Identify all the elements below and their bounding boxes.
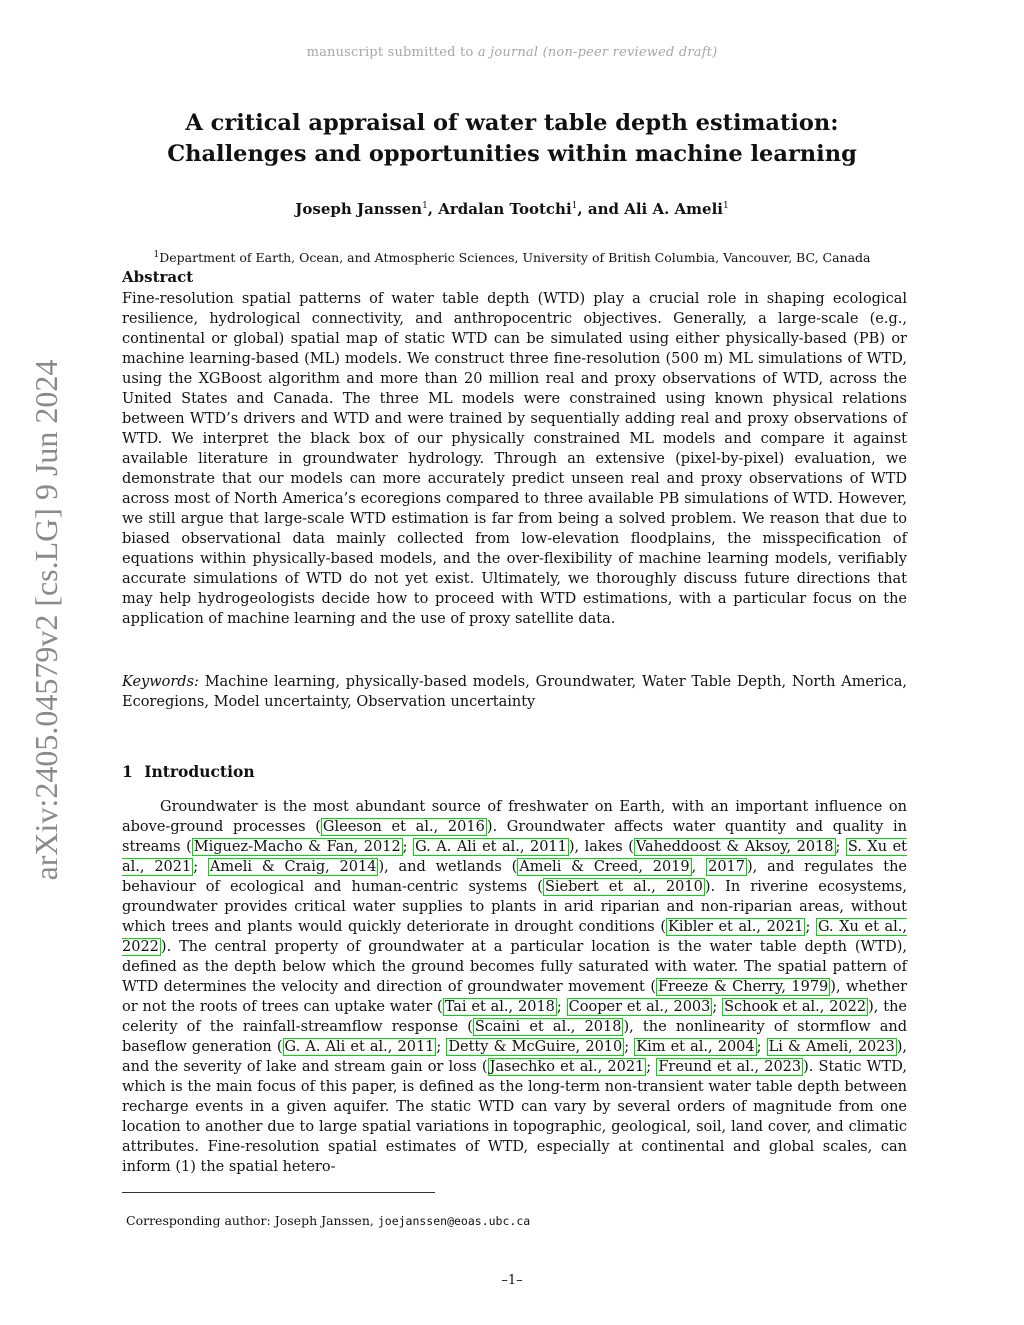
header-prefix: manuscript submitted to xyxy=(306,45,478,60)
author-list xyxy=(112,200,912,218)
intro-text-run: ; xyxy=(835,839,846,855)
corresponding-author-footnote xyxy=(126,1213,530,1228)
citation-link[interactable]: Kibler et al., 2021 xyxy=(667,919,804,935)
citation-link[interactable]: Scaini et al., 2018 xyxy=(474,1019,622,1035)
header-journal: a journal (non-peer reviewed draft) xyxy=(477,45,718,60)
intro-text-run: ), the celerity of the rainfall-streamflow response ( xyxy=(122,999,908,1035)
intro-text-run: ; xyxy=(556,999,567,1015)
citation-link[interactable]: Ameli & Craig, 2014 xyxy=(209,859,377,875)
citation-link[interactable]: Jasechko et al., 2021 xyxy=(489,1059,645,1075)
intro-text-run: ), whether or not the roots of trees can uptake water ( xyxy=(122,979,908,1015)
citation-link[interactable]: Kim et al., 2004 xyxy=(636,1039,755,1055)
arxiv-identifier: arXiv:2405.04579v2 [cs.LG] 9 Jun 2024 xyxy=(28,359,64,881)
citation-link[interactable]: Vaheddoost & Aksoy, 2018 xyxy=(635,839,834,855)
author-separator: , xyxy=(427,200,439,218)
keywords-label: Keywords: xyxy=(122,674,199,690)
citation-link[interactable]: 2017 xyxy=(708,859,746,875)
intro-text-run: ), the nonlinearity of stormflow and baseflow generation ( xyxy=(122,1019,907,1055)
abstract-text: Fine-resolution spatial patterns of water table depth (WTD) play a crucial role in shaping ecological resilience, hydrological connectivity, and anthropocentric objectives. Generally, a large-scale (e.g., continental or global) spatial map of static WTD can be simulated using either physically-based (PB) or machine learning-based (ML) models. We construct three fine-resolution (500 m) ML simulations of WTD, using the XGBoost algorithm and more than 20 million real and proxy observations of WTD, across the United States and Canada. The three ML models were constrained using known physical relations between WTD’s drivers and WTD and were trained by sequentially adding real and proxy observations of WTD. We interpret the black box of our physically constrained ML models and compare it against available literature in groundwater hydrology. Through an extensive (pixel-by-pixel) evaluation, we demonstrate that our models can more accurately predict unseen real and proxy observations of WTD across most of North America’s ecoregions compared to three available PB simulations of WTD. However, we still argue that large-scale WTD estimation is far from being a solved problem. We reason that due to biased observational data mainly collected from low-elevation floodplains, the misspecification of equations within physically-based models, and the over-flexibility of machine learning models, verifiably accurate simulations of WTD do not yet exist. Ultimately, we thoroughly discuss future directions that may help hydrogeologists decide how to proceed with WTD estimations, with a particular focus on the application of machine learning and the use of proxy satellite data. xyxy=(122,291,907,627)
citation-link[interactable]: Siebert et al., 2010 xyxy=(544,879,703,895)
intro-text-run: ; xyxy=(624,1039,635,1055)
intro-text-run: ), and regulates the behaviour of ecological and human-centric systems ( xyxy=(122,859,908,895)
citation-link[interactable]: Freund et al., 2023 xyxy=(658,1059,802,1075)
intro-text-run: ), lakes ( xyxy=(568,839,634,855)
intro-text-run: ; xyxy=(402,839,414,855)
citation-link[interactable]: Ameli & Creed, 2019 xyxy=(519,859,690,875)
intro-text-run: ; xyxy=(805,919,816,935)
affiliation-text: Department of Earth, Ocean, and Atmospheric Sciences, University of British Columbia, Vancouver, BC, Canada xyxy=(159,250,871,265)
intro-text-run: ). Static WTD, which is the main focus of this paper, is defined as the long-term non-transient water table depth between recharge events in a given aquifer. The static WTD can vary by several orders of magnitude from one location to another due to large spatial variations in topographic, geological, soil, land cover, and climatic attributes. Fine-resolution spatial estimates of WTD, especially at continental and global scales, can inform (1) the spatial hetero- xyxy=(122,1059,907,1175)
keywords xyxy=(122,672,907,712)
author-name: Ardalan Tootchi xyxy=(438,200,572,218)
affiliation-mark: 1 xyxy=(153,249,160,260)
citation-link[interactable]: S. Xu et al., 2021 xyxy=(122,839,907,875)
abstract-heading: Abstract xyxy=(122,268,194,286)
author-affiliation-mark: 1 xyxy=(422,201,428,211)
intro-text-run: ; xyxy=(436,1039,447,1055)
citation-link[interactable]: Freeze & Cherry, 1979 xyxy=(658,979,829,995)
intro-text-run: ). Groundwater affects water quantity and quality in streams ( xyxy=(122,819,908,855)
intro-text-run: Groundwater is the most abundant source of freshwater on Earth, with an important influence on above-ground processes ( xyxy=(122,799,907,835)
citation-link[interactable]: Cooper et al., 2003 xyxy=(568,999,711,1015)
running-header xyxy=(0,45,1024,60)
citation-link[interactable]: G. Xu et al., 2022 xyxy=(122,919,907,955)
footnote-divider xyxy=(122,1192,435,1193)
author-separator: , and xyxy=(577,200,625,218)
section-heading xyxy=(122,762,255,781)
introduction-paragraph xyxy=(122,797,907,1177)
citation-link[interactable]: Tai et al., 2018 xyxy=(444,999,555,1015)
intro-text-run: ; xyxy=(193,859,208,875)
author-affiliation-mark: 1 xyxy=(571,201,578,211)
paper-title: A critical appraisal of water table depth estimation: Challenges and opportunities within machine learning xyxy=(167,110,857,167)
section-title: Introduction xyxy=(144,762,255,781)
citation-link[interactable]: G. A. Ali et al., 2011 xyxy=(415,839,567,855)
page-number: –1– xyxy=(501,1273,523,1288)
section-number: 1 xyxy=(122,762,133,781)
citation-link[interactable]: G. A. Ali et al., 2011 xyxy=(284,1039,435,1055)
author-email[interactable]: joejanssen@eoas.ubc.ca xyxy=(377,1214,531,1228)
keywords-text: Machine learning, physically-based models, Groundwater, Water Table Depth, North America, Ecoregions, Model uncertainty, Observation uncertainty xyxy=(122,674,907,710)
citation-link[interactable]: Miguez-Macho & Fan, 2012 xyxy=(193,839,401,855)
citation-link[interactable]: Schook et al., 2022 xyxy=(724,999,867,1015)
intro-text-run: ), and wetlands ( xyxy=(378,859,518,875)
citation-link[interactable]: Li & Ameli, 2023 xyxy=(768,1039,895,1055)
intro-text-run: ), and the severity of lake and stream gain or loss ( xyxy=(122,1039,908,1075)
intro-text-run: ; xyxy=(756,1039,767,1055)
citation-link[interactable]: Gleeson et al., 2016 xyxy=(322,819,485,835)
footnote-label: Corresponding author: Joseph Janssen, xyxy=(126,1213,378,1228)
intro-text-run: , xyxy=(691,859,707,875)
author-name: Joseph Janssen xyxy=(295,200,423,218)
intro-text-run: ; xyxy=(646,1059,657,1075)
author-affiliation-mark: 1 xyxy=(722,201,729,211)
affiliation xyxy=(112,250,912,265)
intro-text-run: ; xyxy=(712,999,723,1015)
intro-text-run: ). In riverine ecosystems, groundwater provides critical water supplies to plants in arid riparian and non-riparian areas, without which trees and plants would quickly deteriorate in drought conditions ( xyxy=(122,879,907,935)
intro-text-run: ). The central property of groundwater at a particular location is the water table depth (WTD), defined as the depth below which the ground becomes fully saturated with water. The spatial pattern of WTD determines the velocity and direction of groundwater movement ( xyxy=(122,939,907,995)
author-name: Ali A. Ameli xyxy=(624,200,723,218)
citation-link[interactable]: Detty & McGuire, 2010 xyxy=(448,1039,623,1055)
